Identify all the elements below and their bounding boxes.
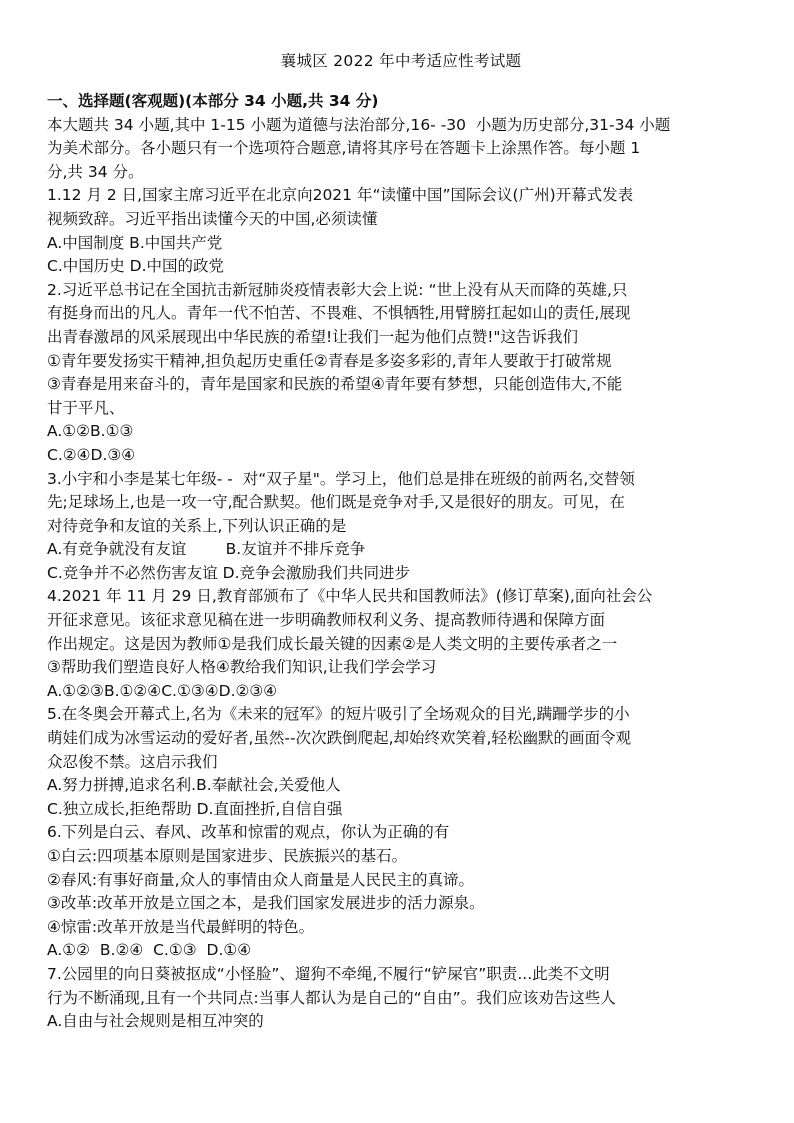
question-stem-line: ②春风:有事好商量,众人的事情由众人商量是人民民主的真谛。 [47,870,475,889]
question-stem-line: 作出规定。这是因为教师①是我们成长最关键的因素②是人类文明的主要传承者之一 [47,634,618,653]
question-options-line: A.①②B.①③ [47,422,134,441]
question-options-line: A.努力拼搏,追求名利.B.奉献社会,关爱他人 [47,776,341,795]
question-stem-line: 1.12 月 2 日,国家主席习近平在北京向2021 年“读懂中国”国际会议(广州)开幕式发表 [47,186,634,205]
question-options-line: A.①②③B.①②④C.①③④D.②③④ [47,681,278,700]
question-4 [47,585,755,703]
question-stem-line: 4.2021 年 11 月 29 日,教育部颁布了《中华人民共和国教师法》(修订草案),面向社会公 [47,587,653,606]
question-3 [47,468,755,586]
question-options-line: A.有竞争就没有友谊 B.友谊并不排斥竞争 [47,540,366,559]
question-stem-line: ③青春是用来奋斗的，青年是国家和民族的希望④青年要有梦想，只能创造伟大,不能 [47,375,623,394]
question-options-line: A.自由与社会规则是相互冲突的 [47,1012,264,1031]
question-stem-line: ③帮助我们塑造良好人格④教给我们知识,让我们学会学习 [47,658,437,677]
question-2 [47,279,755,468]
question-stem-line: 出青春激昂的风采展现出中华民族的希望!让我们一起为他们点赞!"这告诉我们 [47,327,579,346]
question-options-line: C.独立成长,拒绝帮助 D.直面挫折,自信自强 [47,799,343,818]
intro-line: 为美术部分。各小题只有一个选项符合题意,请将其序号在答题卡上涂黑作答。每小题 1 [47,139,641,158]
question-options-line: C.②④D.③④ [47,445,136,464]
question-stem-line: 先;足球场上,也是一攻一守,配合默契。他们既是竞争对手,又是很好的朋友。可见，在 [47,493,626,512]
question-stem-line: 众忍俊不禁。这启示我们 [47,752,218,771]
question-stem-line: 3.小宇和小李是某七年级- - 对“双子星"。学习上，他们总是排在班级的前两名,交替领 [47,469,635,488]
question-7 [47,963,755,1034]
question-1 [47,184,755,278]
question-stem-line: ④惊雷:改革开放是当代最鲜明的特色。 [47,917,315,936]
intro-line: 分,共 34 分。 [47,162,144,181]
section-heading: 一、选择题(客观题)(本部分 34 小题,共 34 分) [47,92,379,110]
question-stem-line: ③改革:改革开放是立国之本，是我们国家发展进步的活力源泉。 [47,894,485,913]
question-stem-line: ①青年要发扬实干精神,担负起历史重任②青春是多姿多彩的,青年人要敢于打破常规 [47,351,612,370]
question-stem-line: 2.习近平总书记在全国抗击新冠肺炎疫情表彰大会上说: “世上没有从天而降的英雄,只 [47,280,628,299]
question-stem-line: ①白云:四项基本原则是国家进步、民族振兴的基石。 [47,847,408,865]
question-options-line: C.竞争并不必然伤害友谊 D.竞争会激励我们共同进步 [47,563,411,582]
question-stem-line: 行为不断涌现,且有一个共同点:当事人都认为是自己的“自由”。我们应该劝告这些人 [47,988,616,1007]
question-stem-line: 有挺身而出的凡人。青年一代不怕苦、不畏难、不惧牺牲,用臂膀扛起如山的责任,展现 [47,304,631,323]
intro-line: 本大题共 34 小题,其中 1-15 小题为道德与法治部分,16- -30 小题为历史部分,31-34 小题 [47,115,671,134]
question-stem-line: 萌娃们成为冰雪运动的爱好者,虽然--次次跌倒爬起,却始终欢笑着,轻松幽默的画面令观 [47,729,631,748]
question-stem-line: 甘于平凡、 [47,398,125,417]
question-stem-line: 6.下列是白云、春风、改革和惊雷的观点，你认为正确的有 [47,823,450,842]
question-stem-line: 开征求意见。该征求意见稿在进一步明确教师权利义务、提高教师待遇和保障方面 [47,611,606,630]
question-options-line: A.中国制度 B.中国共产党 [47,233,223,252]
question-options-line: C.中国历史 D.中国的政党 [47,257,225,276]
question-stem-line: 对待竞争和友谊的关系上,下列认识正确的是 [47,516,347,535]
section-intro [47,114,755,185]
exam-page [47,46,755,1034]
question-6 [47,821,755,963]
question-5 [47,703,755,821]
question-stem-line: 7.公园里的向日葵被抠成“小怪脸”、遛狗不牵绳,不履行“铲屎官”职责...此类不文明 [47,964,610,983]
exam-title: 襄城区 2022 年中考适应性考试题 [280,52,522,70]
question-options-line: A.①② B.②④ C.①③ D.①④ [47,941,252,960]
question-stem-line: 5.在冬奥会开幕式上,名为《未来的冠军》的短片吸引了全场观众的目光,蹒跚学步的小 [47,705,630,724]
question-stem-line: 视频致辞。习近平指出读懂今天的中国,必须读懂 [47,209,378,228]
